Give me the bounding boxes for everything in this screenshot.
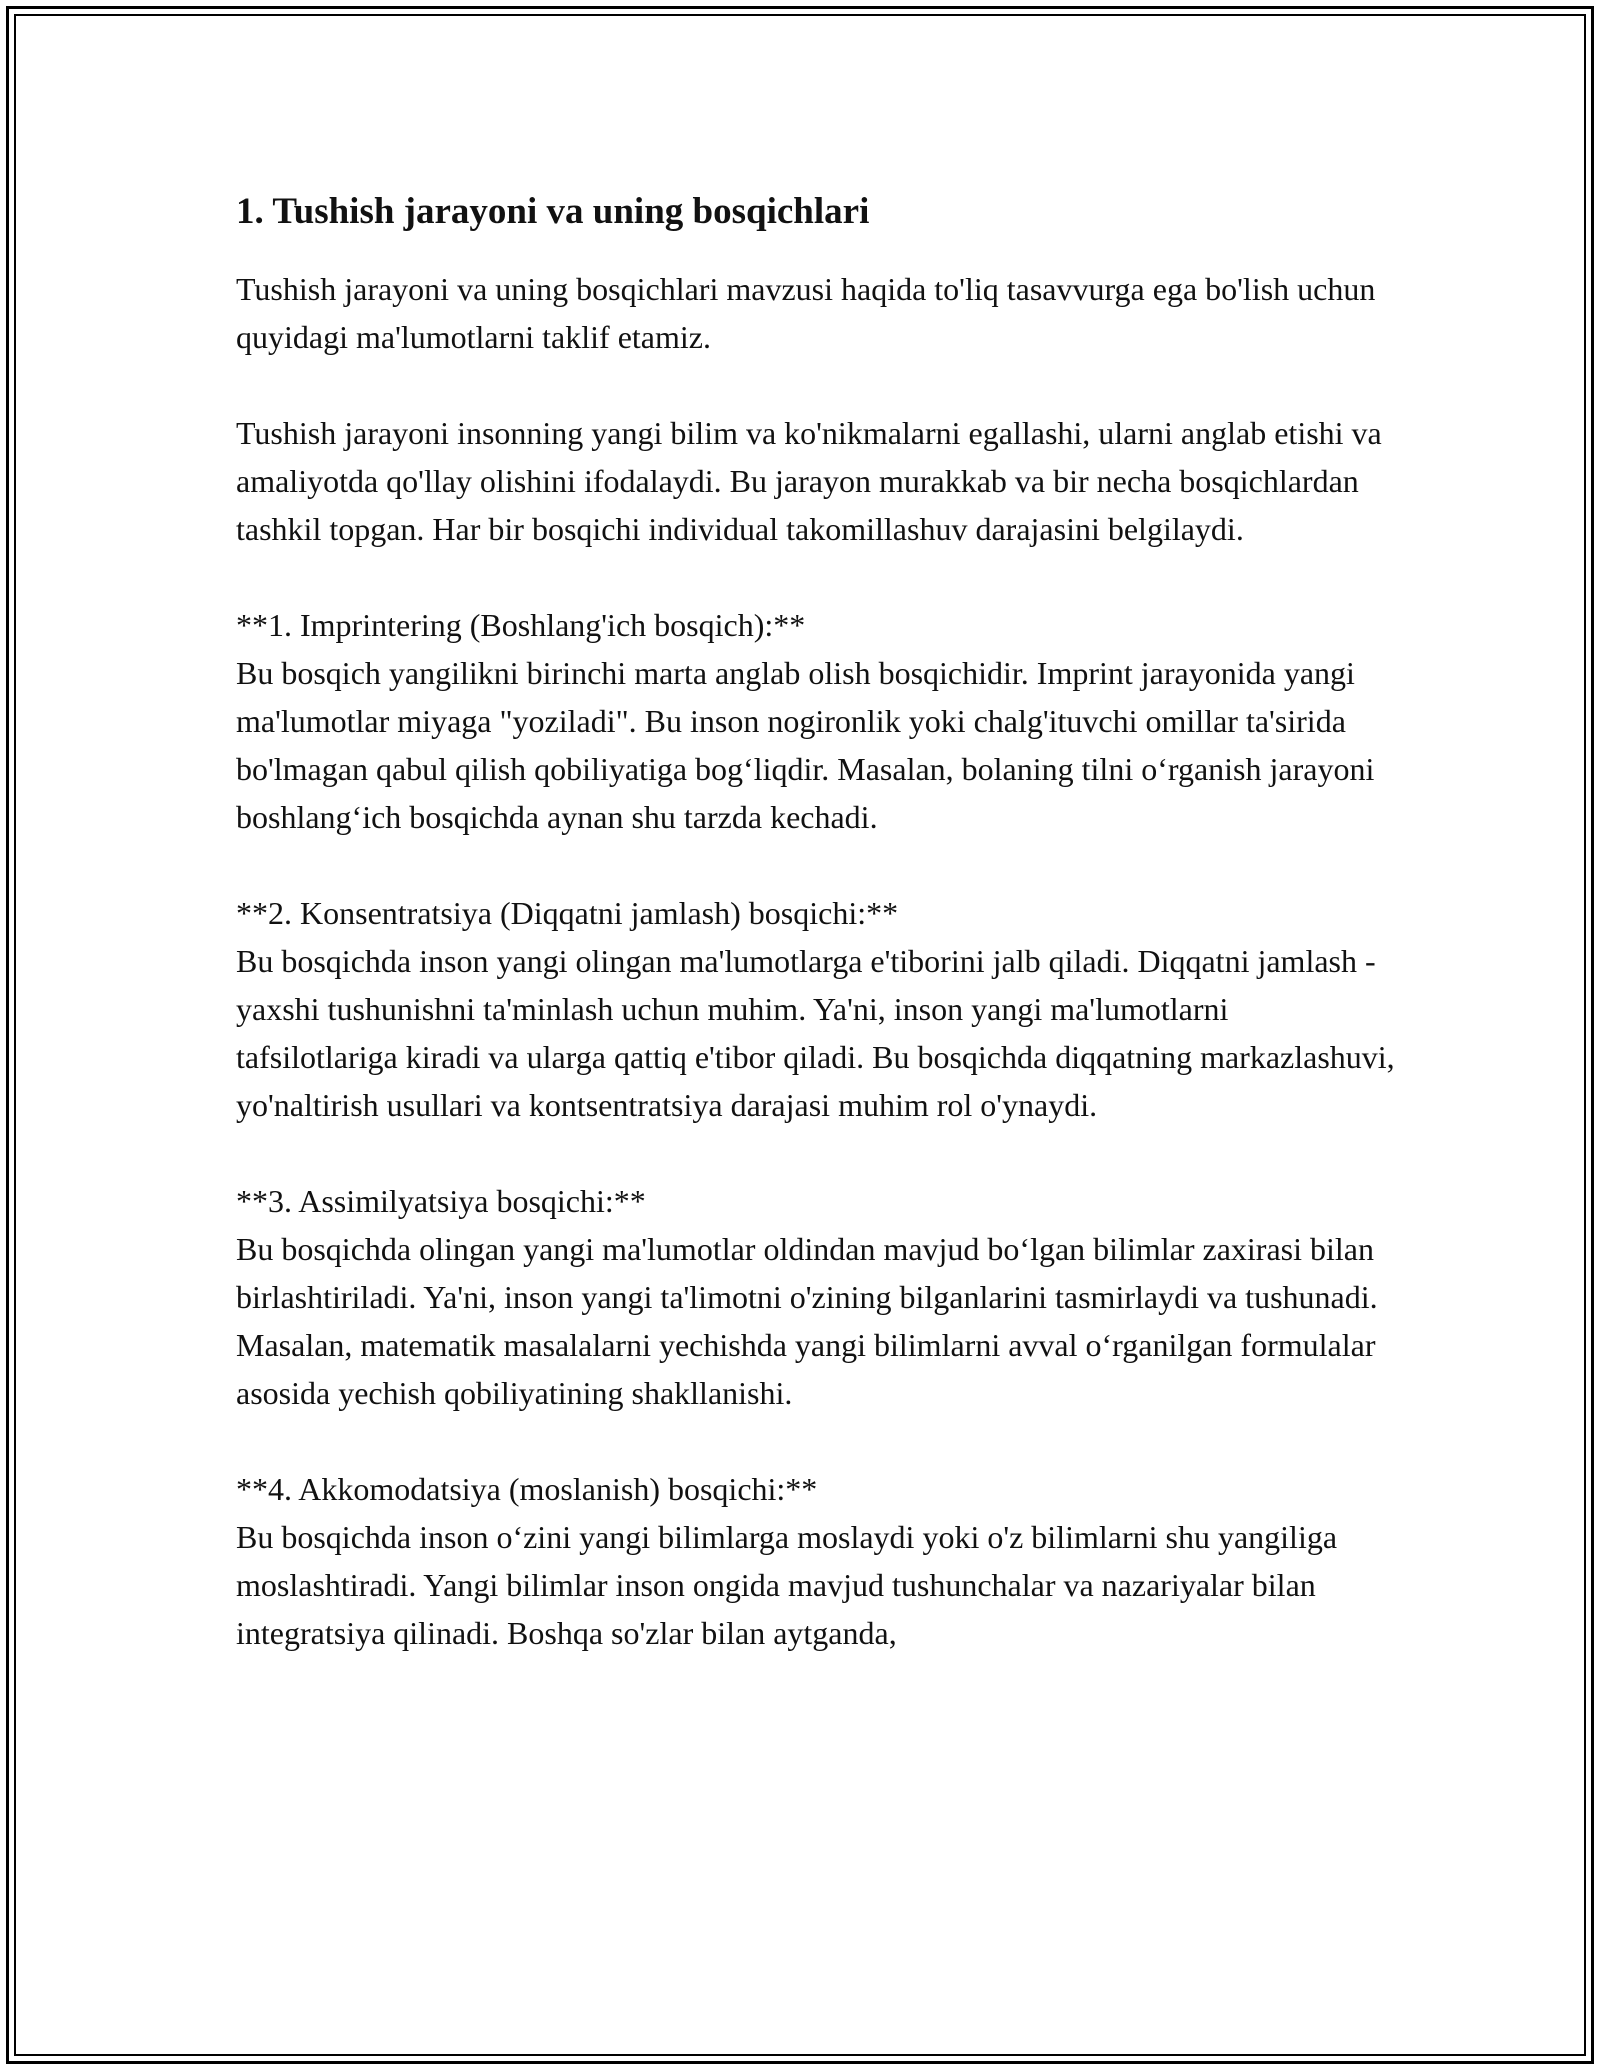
section-4-body: Bu bosqichda inson o‘zini yangi bilimlarga moslaydi yoki o'z bilimlarni shu yangiliga moslashtiradi. Yangi bilimlar inson ongida mavjud tushunchalar va nazariyalar bilan integratsiya qilinadi. Boshqa so'zlar bilan aytganda, xyxy=(236,1519,1338,1651)
section-1-body: Bu bosqich yangilikni birinchi marta anglab olish bosqichidir. Imprint jarayonida yangi ma'lumotlar miyaga "yoziladi". Bu inson nogironlik yoki chalg'ituvchi omillar ta'sirida bo'lmagan qabul qilish qobiliyatiga bog‘liqdir. Masalan, bolaning tilni o‘rganish jarayoni boshlang‘ich bosqichda aynan shu tarzda kechadi. xyxy=(236,655,1375,835)
section-4 xyxy=(236,1465,1396,1657)
document-title: 1. Tushish jarayoni va uning bosqichlari xyxy=(236,191,870,232)
section-2-heading: **2. Konsentratsiya (Diqqatni jamlash) bosqichi:** xyxy=(236,895,899,931)
section-3 xyxy=(236,1177,1396,1417)
section-2-body: Bu bosqichda inson yangi olingan ma'lumotlarga e'tiborini jalb qiladi. Diqqatni jamlash - yaxshi tushunishni ta'minlash uchun muhim. Ya'ni, inson yangi ma'lumotlarni tafsilotlariga kiradi va ularga qattiq e'tibor qiladi. Bu bosqichda diqqatning markazlashuvi, yo'naltirish usullari va kontsentratsiya darajasi muhim rol o'ynaydi. xyxy=(236,943,1395,1123)
section-2 xyxy=(236,889,1396,1129)
section-3-heading: **3. Assimilyatsiya bosqichi:** xyxy=(236,1183,646,1219)
intro-paragraph-1: Tushish jarayoni va uning bosqichlari mavzusi haqida to'liq tasavvurga ega bo'lish uchun quyidagi ma'lumotlarni taklif etamiz. xyxy=(236,271,1376,355)
section-4-heading: **4. Akkomodatsiya (moslanish) bosqichi:** xyxy=(236,1471,818,1507)
section-1 xyxy=(236,601,1396,841)
intro-paragraph-2: Tushish jarayoni insonning yangi bilim va ko'nikmalarni egallashi, ularni anglab etishi va amaliyotda qo'llay olishini ifodalaydi. Bu jarayon murakkab va bir necha bosqichlardan tashkil topgan. Har bir bosqichi individual takomillashuv darajasini belgilaydi. xyxy=(236,415,1382,547)
document-body xyxy=(236,188,1396,1705)
section-3-body: Bu bosqichda olingan yangi ma'lumotlar oldindan mavjud bo‘lgan bilimlar zaxirasi bilan birlashtiriladi. Ya'ni, inson yangi ta'limotni o'zining bilganlarini tasmirlaydi va tushunadi. Masalan, matematik masalalarni yechishda yangi bilimlarni avval o‘rganilgan formulalar asosida yechish qobiliyatining shakllanishi. xyxy=(236,1231,1378,1411)
section-1-heading: **1. Imprintering (Boshlang'ich bosqich):** xyxy=(236,607,806,643)
